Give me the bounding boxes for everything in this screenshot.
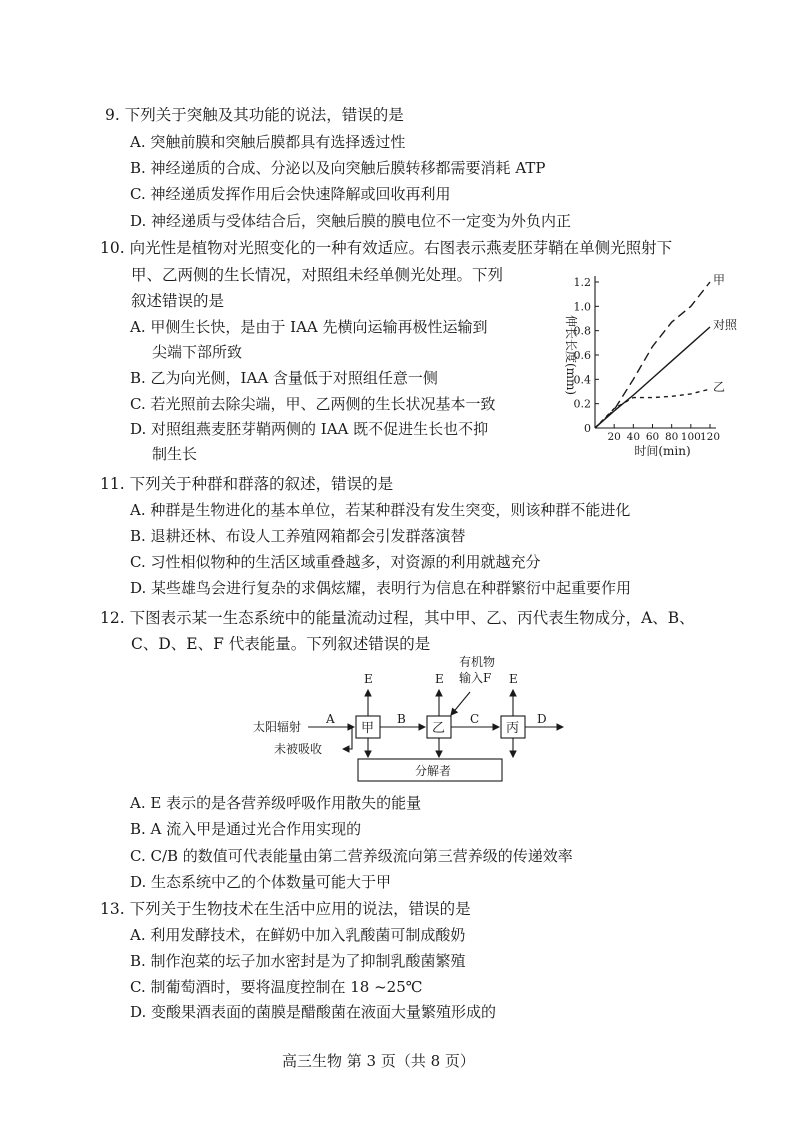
q9-option-d: D. 神经递质与受体结合后，突触后膜的膜电位不一定变为外负内正 (130, 212, 572, 230)
e-label-jia: E (364, 672, 373, 686)
y-tick-label: 0.6 (573, 349, 591, 362)
arrow-c-label: C (470, 712, 480, 726)
y-tick-label: 0.4 (573, 373, 591, 387)
q12-stem-line2: C、D、E、F 代表能量。下列叙述错误的是 (131, 635, 431, 653)
q10-option-d-cont: 制生长 (152, 445, 198, 463)
q13-option-a: A. 利用发酵技术，在鲜奶中加入乳酸菌可制成酸奶 (130, 926, 466, 944)
q12-option-d: D. 生态系统中乙的个体数量可能大于甲 (130, 873, 392, 891)
q13-option-c: C. 制葡萄酒时，要将温度控制在 18 ~25℃ (130, 978, 423, 996)
y-tick-label: 0.2 (573, 397, 591, 411)
q11-stem: 11. 下列关于种群和群落的叙述，错误的是 (100, 475, 394, 493)
node-bing: 丙 (506, 721, 520, 736)
series-label-1: 对照 (713, 318, 738, 333)
e-label-bing: E (509, 672, 518, 686)
q10-stem-line1: 10. 向光性是植物对光照变化的一种有效适应。右图表示燕麦胚芽鞘在单侧光照射下 (100, 239, 673, 257)
e-label-yi: E (435, 672, 444, 686)
y-axis-label: 伸长长度(mm) (564, 314, 578, 396)
q10-option-a: A. 甲侧生长快，是由于 IAA 先横向运输再极性运输到 (130, 318, 488, 336)
q9-option-a: A. 突触前膜和突触后膜都具有选择透过性 (130, 133, 406, 151)
y-tick-label: 1.2 (573, 276, 591, 289)
series-line-2 (595, 389, 710, 428)
q10-stem-line3: 叙述错误的是 (131, 292, 225, 310)
series-label-0: 甲 (713, 273, 726, 287)
q10-option-c: C. 若光照前去除尖端，甲、乙两侧的生长状况基本一致 (130, 395, 496, 413)
q11-option-c: C. 习性相似物种的生活区域重叠越多，对资源的利用就越充分 (130, 553, 541, 571)
q9-option-b: B. 神经递质的合成、分泌以及向突触后膜转移都需要消耗 ATP (130, 159, 546, 177)
q10-option-b: B. 乙为向光侧，IAA 含量低于对照组任意一侧 (130, 369, 438, 387)
arrow-a-label: A (326, 712, 335, 726)
unabsorbed-label: 未被吸收 (274, 742, 323, 756)
sun-label: 太阳辐射 (253, 720, 302, 734)
organic-input-label-2: 输入F (459, 671, 492, 685)
series-line-0 (595, 282, 710, 428)
x-axis-label: 时间(min) (634, 444, 691, 458)
y-tick-label: 0 (584, 422, 591, 435)
x-tick-label: 80 (664, 431, 679, 443)
q10-stem-line2: 甲、乙两侧的生长情况，对照组未经单侧光处理。下列 (131, 266, 504, 284)
energy-flow-diagram (245, 652, 575, 784)
y-tick-label: 0.8 (573, 324, 591, 338)
x-tick-label: 60 (645, 431, 660, 443)
q11-option-a: A. 种群是生物进化的基本单位，若某种群没有发生突变，则该种群不能进化 (130, 501, 631, 519)
q10-option-d: D. 对照组燕麦胚芽鞘两侧的 IAA 既不促进生长也不抑 (130, 420, 489, 438)
q12-option-a: A. E 表示的是各营养级呼吸作用散失的能量 (130, 794, 422, 812)
x-tick-label: 20 (607, 431, 621, 443)
q12-option-b: B. A 流入甲是通过光合作用实现的 (130, 820, 362, 838)
x-tick-label: 100 (680, 431, 701, 443)
q13-option-d: D. 变酸果酒表面的菌膜是醋酸菌在液面大量繁殖形成的 (130, 1003, 497, 1021)
q9-option-c: C. 神经递质发挥作用后会快速降解或回收再利用 (130, 185, 451, 203)
q13-stem: 13. 下列关于生物技术在生活中应用的说法，错误的是 (100, 900, 471, 918)
q12-stem-line1: 12. 下图表示某一生态系统中的能量流动过程，其中甲、乙、丙代表生物成分，A、B、 (100, 609, 695, 627)
q10-option-a-cont: 尖端下部所致 (152, 343, 243, 361)
q9-stem: 9. 下列关于突触及其功能的说法，错误的是 (105, 106, 404, 124)
growth-chart (540, 266, 740, 462)
series-label-2: 乙 (713, 380, 726, 395)
q13-option-b: B. 制作泡菜的坛子加水密封是为了抑制乳酸菌繁殖 (130, 952, 466, 970)
arrow-b-label: B (397, 712, 406, 726)
x-tick-label: 120 (699, 431, 721, 443)
y-tick-label: 1.0 (573, 300, 591, 314)
node-jia: 甲 (361, 721, 375, 736)
node-yi: 乙 (432, 721, 446, 736)
page-footer: 高三生物 第 3 页（共 8 页） (282, 1052, 475, 1070)
x-tick-label: 40 (626, 431, 641, 443)
series-line-1 (595, 327, 710, 428)
decomposer-label: 分解者 (415, 764, 452, 778)
organic-input-label-1: 有机物 (459, 655, 496, 669)
arrow-d-label: D (537, 712, 547, 726)
q11-option-b: B. 退耕还林、布设人工养殖网箱都会引发群落演替 (130, 527, 466, 545)
q12-option-c: C. C/B 的数值可代表能量由第二营养级流向第三营养级的传递效率 (130, 847, 573, 865)
q11-option-d: D. 某些雄鸟会进行复杂的求偶炫耀，表明行为信息在种群繁衍中起重要作用 (130, 579, 632, 597)
